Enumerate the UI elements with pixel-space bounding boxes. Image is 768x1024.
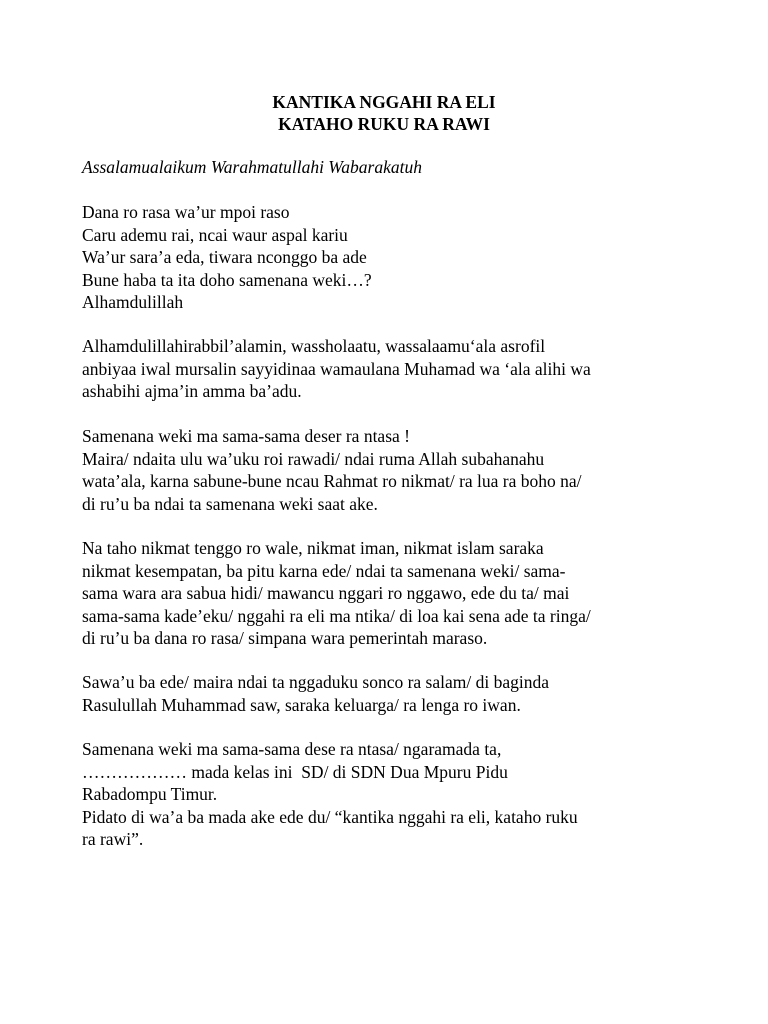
paragraph-salawat [82, 671, 702, 716]
text-line: Na taho nikmat tenggo ro wale, nikmat iman, nikmat islam saraka [82, 538, 544, 558]
text-line: sama wara ara sabua hidi/ mawancu nggari ro nggawo, ede du ta/ mai [82, 583, 570, 603]
text-line: Rasulullah Muhammad saw, saraka keluarga/ ra lenga ro iwan. [82, 694, 521, 715]
paragraph-opening-verse [82, 201, 702, 314]
text-line: Rabadompu Timur. [82, 784, 218, 804]
text-line: Pidato di wa’a ba mada ake ede du/ “kantika nggahi ra eli, kataho ruku [82, 806, 578, 827]
paragraph-gratitude [82, 425, 702, 515]
text-line: Alhamdulillah [82, 292, 184, 312]
title-line: KANTIKA NGGAHI RA ELI [272, 92, 496, 112]
document-title [0, 91, 768, 135]
text-line: ashabihi ajma’in amma ba’adu. [82, 381, 302, 401]
text-line: Caru ademu rai, ncai waur aspal kariu [82, 224, 348, 245]
text-line: wata’ala, karna sabune-bune ncau Rahmat ro nikmat/ ra lua ra boho na/ [82, 471, 582, 491]
text-line: Sawa’u ba ede/ maira ndai ta nggaduku sonco ra salam/ di baginda [82, 672, 549, 692]
text-line: ……………… mada kelas ini SD/ di SDN Dua Mpuru Pidu [82, 761, 508, 782]
text-line: Bune haba ta ita doho samenana weki…? [82, 269, 372, 290]
text-line: di ru’u ba ndai ta samenana weki saat ake. [82, 493, 378, 514]
title-line: KATAHO RUKU RA RAWI [278, 114, 490, 134]
text-line: anbiyaa iwal mursalin sayyidinaa wamaulana Muhamad wa ‘ala alihi wa [82, 358, 591, 379]
text-line: Samenana weki ma sama-sama deser ra ntasa ! [82, 426, 410, 446]
paragraph-praise [82, 335, 702, 403]
text-line: ra rawi”. [82, 829, 144, 849]
text-line: di ru’u ba dana ro rasa/ simpana wara pemerintah maraso. [82, 628, 488, 648]
text-line: Samenana weki ma sama-sama dese ra ntasa/ ngaramada ta, [82, 739, 502, 759]
greeting: Assalamualaikum Warahmatullahi Wabarakatuh [82, 157, 422, 177]
text-line: Maira/ ndaita ulu wa’uku roi rawadi/ ndai ruma Allah subahanahu [82, 448, 545, 469]
text-line: Dana ro rasa wa’ur mpoi raso [82, 202, 290, 222]
paragraph-introduction [82, 738, 702, 851]
paragraph-blessings [82, 537, 702, 650]
text-line: nikmat kesempatan, ba pitu karna ede/ ndai ta samenana weki/ sama- [82, 560, 566, 581]
text-line: sama-sama kade’eku/ nggahi ra eli ma ntika/ di loa kai sena ade ta ringa/ [82, 605, 591, 626]
text-line: Alhamdulillahirabbil’alamin, wassholaatu, wassalaamu‘ala asrofil [82, 336, 546, 356]
text-line: Wa’ur sara’a eda, tiwara nconggo ba ade [82, 247, 367, 267]
